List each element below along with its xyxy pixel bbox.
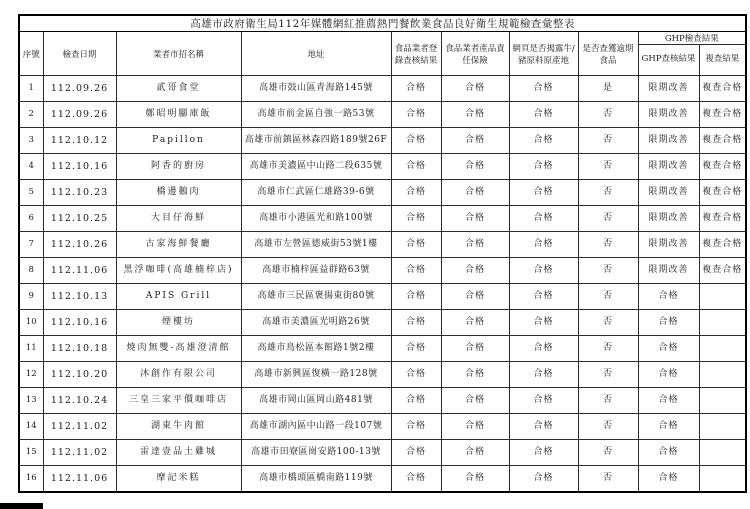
cell-expired: 否 xyxy=(578,388,638,414)
cell-address: 高雄市三民區褒揚東街80號 xyxy=(241,284,391,310)
header-expired: 是否查獲逾期食品 xyxy=(578,32,638,76)
cell-recheck: 複查合格 xyxy=(699,206,746,232)
cell-recheck: 複查合格 xyxy=(699,258,746,284)
cell-name: 阿香的廚房 xyxy=(116,154,241,180)
cell-insurance: 合格 xyxy=(441,76,509,102)
cell-address: 高雄市美濃區光明路26號 xyxy=(241,310,391,336)
cell-address: 高雄市左營區德威街53號1樓 xyxy=(241,232,391,258)
cell-ghp: 合格 xyxy=(638,310,699,336)
cell-expired: 否 xyxy=(578,206,638,232)
cell-date: 112.10.18 xyxy=(43,336,116,362)
cell-insurance: 合格 xyxy=(441,414,509,440)
cell-insurance: 合格 xyxy=(441,102,509,128)
cell-registration: 合格 xyxy=(391,76,441,102)
table-row xyxy=(19,310,746,336)
cell-origin: 合格 xyxy=(509,128,578,154)
cell-date: 112.10.12 xyxy=(43,128,116,154)
cell-ghp: 合格 xyxy=(638,414,699,440)
cell-recheck xyxy=(699,284,746,310)
cell-name: 貳哥食堂 xyxy=(116,76,241,102)
header-ghp-check: GHP查核結果 xyxy=(638,45,699,76)
cell-date: 112.10.16 xyxy=(43,154,116,180)
header-date: 檢查日期 xyxy=(43,32,116,76)
cell-expired: 否 xyxy=(578,336,638,362)
cell-ghp: 限期改善 xyxy=(638,154,699,180)
cell-recheck: 複查合格 xyxy=(699,180,746,206)
cell-insurance: 合格 xyxy=(441,310,509,336)
cell-registration: 合格 xyxy=(391,128,441,154)
cell-date: 112.09.26 xyxy=(43,102,116,128)
cell-registration: 合格 xyxy=(391,258,441,284)
cell-address: 高雄市楠梓區益群路63號 xyxy=(241,258,391,284)
cell-name: 雷達壹品土雞城 xyxy=(116,440,241,466)
cell-expired: 否 xyxy=(578,466,638,493)
cell-recheck xyxy=(699,466,746,493)
cell-address: 高雄市前金區自強一路53號 xyxy=(241,102,391,128)
header-ghp-group: GHP檢查結果 xyxy=(638,32,746,45)
cell-registration: 合格 xyxy=(391,336,441,362)
cell-date: 112.10.16 xyxy=(43,310,116,336)
cell-ghp: 限期改善 xyxy=(638,258,699,284)
cell-name: 三皇三家平價咖啡店 xyxy=(116,388,241,414)
cell-date: 112.10.24 xyxy=(43,388,116,414)
bottom-left-black-bar xyxy=(0,503,43,509)
cell-date: 112.10.20 xyxy=(43,362,116,388)
cell-origin: 合格 xyxy=(509,258,578,284)
cell-date: 112.11.02 xyxy=(43,440,116,466)
header-group-row xyxy=(19,32,746,45)
cell-expired: 否 xyxy=(578,362,638,388)
cell-ghp: 限期改善 xyxy=(638,180,699,206)
cell-date: 112.11.02 xyxy=(43,414,116,440)
cell-expired: 否 xyxy=(578,310,638,336)
cell-expired: 否 xyxy=(578,102,638,128)
cell-origin: 合格 xyxy=(509,440,578,466)
header-insurance: 食品業者產品責任保險 xyxy=(441,32,509,76)
cell-recheck xyxy=(699,388,746,414)
cell-ghp: 合格 xyxy=(638,336,699,362)
cell-origin: 合格 xyxy=(509,180,578,206)
cell-expired: 是 xyxy=(578,76,638,102)
cell-recheck: 複查合格 xyxy=(699,154,746,180)
cell-insurance: 合格 xyxy=(441,154,509,180)
cell-ghp: 合格 xyxy=(638,466,699,493)
table-row xyxy=(19,154,746,180)
cell-insurance: 合格 xyxy=(441,440,509,466)
cell-address: 高雄市湖內區中山路一段107號 xyxy=(241,414,391,440)
cell-ghp: 合格 xyxy=(638,440,699,466)
inspection-table xyxy=(18,14,747,493)
cell-ghp: 限期改善 xyxy=(638,102,699,128)
cell-origin: 合格 xyxy=(509,466,578,493)
header-name: 業者市招名稱 xyxy=(116,32,241,76)
cell-date: 112.10.25 xyxy=(43,206,116,232)
cell-name: Papillon xyxy=(116,128,241,154)
cell-expired: 否 xyxy=(578,284,638,310)
cell-address: 高雄市田寮區崗安路100-13號 xyxy=(241,440,391,466)
cell-seq: 9 xyxy=(19,284,43,310)
table-header xyxy=(19,15,746,76)
cell-ghp: 限期改善 xyxy=(638,76,699,102)
cell-name: 摩記米糕 xyxy=(116,466,241,493)
cell-seq: 13 xyxy=(19,388,43,414)
cell-registration: 合格 xyxy=(391,388,441,414)
cell-origin: 合格 xyxy=(509,232,578,258)
table-row xyxy=(19,362,746,388)
cell-recheck xyxy=(699,362,746,388)
cell-recheck xyxy=(699,310,746,336)
cell-name: 大目仔海鮮 xyxy=(116,206,241,232)
cell-address: 高雄市美濃區中山路二段635號 xyxy=(241,154,391,180)
cell-origin: 合格 xyxy=(509,414,578,440)
cell-recheck: 複查合格 xyxy=(699,128,746,154)
cell-expired: 否 xyxy=(578,154,638,180)
cell-expired: 否 xyxy=(578,128,638,154)
cell-name: 黑浮咖啡(高雄楠梓店) xyxy=(116,258,241,284)
cell-seq: 10 xyxy=(19,310,43,336)
cell-origin: 合格 xyxy=(509,336,578,362)
cell-insurance: 合格 xyxy=(441,362,509,388)
header-seq: 序號 xyxy=(19,32,43,76)
cell-ghp: 限期改善 xyxy=(638,206,699,232)
cell-registration: 合格 xyxy=(391,284,441,310)
cell-date: 112.10.23 xyxy=(43,180,116,206)
cell-insurance: 合格 xyxy=(441,232,509,258)
table-body xyxy=(19,76,746,493)
cell-seq: 5 xyxy=(19,180,43,206)
cell-date: 112.11.06 xyxy=(43,466,116,493)
header-address: 地址 xyxy=(241,32,391,76)
cell-name: 燒肉無雙-高雄澄清館 xyxy=(116,336,241,362)
cell-name: 沐創作有限公司 xyxy=(116,362,241,388)
cell-registration: 合格 xyxy=(391,180,441,206)
cell-seq: 14 xyxy=(19,414,43,440)
cell-address: 高雄市鼓山區青海路145號 xyxy=(241,76,391,102)
cell-seq: 12 xyxy=(19,362,43,388)
cell-recheck: 複查合格 xyxy=(699,102,746,128)
header-registration: 食品業者登錄查核結果 xyxy=(391,32,441,76)
cell-recheck: 複查合格 xyxy=(699,76,746,102)
table-row xyxy=(19,284,746,310)
table-row xyxy=(19,206,746,232)
cell-ghp: 限期改善 xyxy=(638,128,699,154)
table-row xyxy=(19,102,746,128)
page-title: 高雄市政府衛生局112年媒體網紅推薦熱門餐飲業食品良好衛生規範檢查彙整表 xyxy=(19,15,746,32)
cell-recheck xyxy=(699,414,746,440)
cell-seq: 16 xyxy=(19,466,43,493)
cell-expired: 否 xyxy=(578,232,638,258)
cell-date: 112.10.13 xyxy=(43,284,116,310)
cell-origin: 合格 xyxy=(509,76,578,102)
header-recheck: 複查結果 xyxy=(699,45,746,76)
cell-registration: 合格 xyxy=(391,466,441,493)
cell-seq: 6 xyxy=(19,206,43,232)
table-row xyxy=(19,336,746,362)
table-row xyxy=(19,76,746,102)
cell-address: 高雄市橋頭區橋南路119號 xyxy=(241,466,391,493)
cell-name: 橋邊鵝肉 xyxy=(116,180,241,206)
cell-seq: 3 xyxy=(19,128,43,154)
cell-origin: 合格 xyxy=(509,388,578,414)
cell-date: 112.09.26 xyxy=(43,76,116,102)
cell-name: 湖東牛肉館 xyxy=(116,414,241,440)
cell-expired: 否 xyxy=(578,180,638,206)
cell-registration: 合格 xyxy=(391,414,441,440)
cell-date: 112.10.26 xyxy=(43,232,116,258)
cell-registration: 合格 xyxy=(391,102,441,128)
cell-registration: 合格 xyxy=(391,154,441,180)
cell-seq: 1 xyxy=(19,76,43,102)
cell-insurance: 合格 xyxy=(441,336,509,362)
cell-origin: 合格 xyxy=(509,206,578,232)
cell-name: APIS Grill xyxy=(116,284,241,310)
cell-name: 鄭昭明腳庫飯 xyxy=(116,102,241,128)
cell-registration: 合格 xyxy=(391,232,441,258)
cell-seq: 2 xyxy=(19,102,43,128)
cell-ghp: 合格 xyxy=(638,284,699,310)
cell-expired: 否 xyxy=(578,440,638,466)
table-row xyxy=(19,258,746,284)
cell-ghp: 合格 xyxy=(638,388,699,414)
cell-address: 高雄市前鎮區林森四路189號26F xyxy=(241,128,391,154)
cell-origin: 合格 xyxy=(509,102,578,128)
cell-recheck xyxy=(699,336,746,362)
cell-address: 高雄市岡山區岡山路481號 xyxy=(241,388,391,414)
cell-registration: 合格 xyxy=(391,440,441,466)
cell-insurance: 合格 xyxy=(441,128,509,154)
cell-insurance: 合格 xyxy=(441,388,509,414)
table-row xyxy=(19,414,746,440)
cell-origin: 合格 xyxy=(509,362,578,388)
cell-expired: 否 xyxy=(578,258,638,284)
table-row xyxy=(19,388,746,414)
cell-name: 古家海鮮餐廳 xyxy=(116,232,241,258)
cell-address: 高雄市小港區光和路100號 xyxy=(241,206,391,232)
cell-insurance: 合格 xyxy=(441,180,509,206)
cell-seq: 15 xyxy=(19,440,43,466)
table-row xyxy=(19,440,746,466)
cell-address: 高雄市仁武區仁雄路39-6號 xyxy=(241,180,391,206)
table-row xyxy=(19,128,746,154)
cell-seq: 7 xyxy=(19,232,43,258)
cell-address: 高雄市鳥松區本館路1號2樓 xyxy=(241,336,391,362)
cell-origin: 合格 xyxy=(509,154,578,180)
cell-insurance: 合格 xyxy=(441,206,509,232)
cell-origin: 合格 xyxy=(509,284,578,310)
table-row xyxy=(19,180,746,206)
cell-seq: 4 xyxy=(19,154,43,180)
cell-registration: 合格 xyxy=(391,362,441,388)
title-row xyxy=(19,15,746,32)
cell-ghp: 限期改善 xyxy=(638,232,699,258)
cell-insurance: 合格 xyxy=(441,284,509,310)
cell-insurance: 合格 xyxy=(441,466,509,493)
cell-insurance: 合格 xyxy=(441,258,509,284)
cell-seq: 8 xyxy=(19,258,43,284)
header-origin: 網頁是否揭露牛/豬原料原產地 xyxy=(509,32,578,76)
cell-ghp: 合格 xyxy=(638,362,699,388)
cell-recheck: 複查合格 xyxy=(699,232,746,258)
cell-expired: 否 xyxy=(578,414,638,440)
table-row xyxy=(19,232,746,258)
cell-name: 煙樓坊 xyxy=(116,310,241,336)
cell-registration: 合格 xyxy=(391,310,441,336)
table-row xyxy=(19,466,746,493)
cell-registration: 合格 xyxy=(391,206,441,232)
cell-seq: 11 xyxy=(19,336,43,362)
cell-recheck xyxy=(699,440,746,466)
cell-origin: 合格 xyxy=(509,310,578,336)
cell-date: 112.11.06 xyxy=(43,258,116,284)
cell-address: 高雄市新興區復橫一路128號 xyxy=(241,362,391,388)
